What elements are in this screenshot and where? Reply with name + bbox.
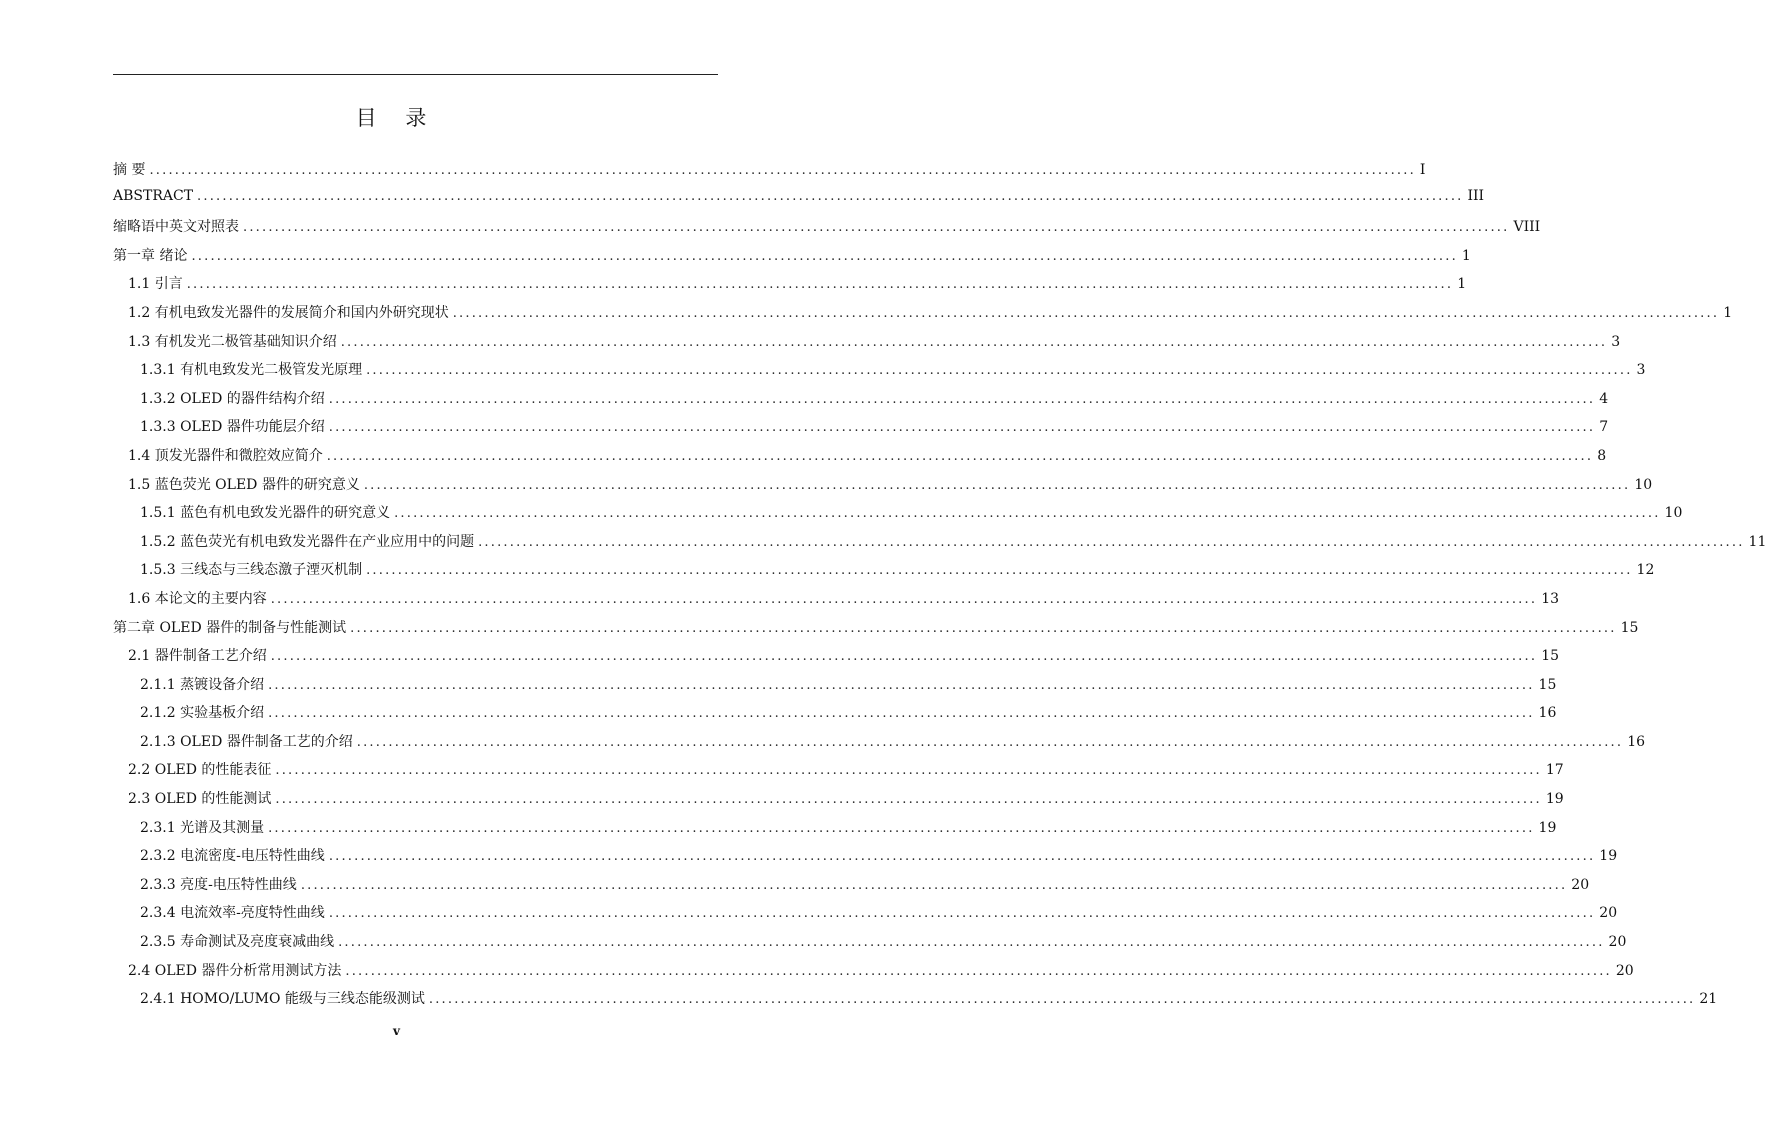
toc-entry[interactable] <box>113 731 1646 760</box>
dot-leader: ........................................................................................................................................................................................................ <box>363 477 1631 493</box>
toc-entry[interactable] <box>113 902 1618 931</box>
toc-entry-page: I <box>1419 162 1426 178</box>
toc-entry-page: 1 <box>1457 276 1467 293</box>
dot-leader: ........................................................................................................................................................................................................ <box>328 849 1596 865</box>
toc-entry-page: 20 <box>1599 905 1618 922</box>
dot-leader: ........................................................................................................................................................................................................ <box>478 534 1745 550</box>
toc-entry-page: 11 <box>1748 533 1766 550</box>
dot-leader: ........................................................................................................................................................................................................ <box>328 420 1596 436</box>
toc-entry-label: 2.3.5 寿命测试及亮度衰减曲线 <box>140 934 335 951</box>
toc-entry[interactable] <box>113 702 1557 731</box>
toc-entry[interactable] <box>113 502 1683 531</box>
dot-leader: ........................................................................................................................................................................................................ <box>394 506 1661 522</box>
toc-entry-page: 16 <box>1538 705 1557 722</box>
toc-entry-label: 1.5.3 三线态与三线态激子湮灭机制 <box>140 562 363 579</box>
toc-entry-page: 10 <box>1634 476 1653 493</box>
toc-entry[interactable] <box>113 988 1718 1017</box>
toc-entry-label: 1.2 有机电致发光器件的发展简介和国内外研究现状 <box>128 304 449 321</box>
dot-leader: ........................................................................................................................................................................................................ <box>186 277 1454 293</box>
toc-entry-label: 2.3 OLED 的性能测试 <box>128 791 272 808</box>
dot-leader: ........................................................................................................................................................................................................ <box>197 188 1464 204</box>
toc-entry-page: III <box>1467 187 1485 204</box>
dot-leader: ........................................................................................................................................................................................................ <box>275 763 1542 779</box>
toc-entry[interactable] <box>113 245 1471 274</box>
toc-entry-page: 16 <box>1627 733 1646 750</box>
page-number: v <box>393 1024 400 1038</box>
toc-entry[interactable] <box>113 817 1557 846</box>
toc-entry-page: 20 <box>1615 962 1634 979</box>
toc-entry[interactable] <box>113 159 1426 188</box>
toc-entry[interactable] <box>113 559 1655 588</box>
toc-entry-label: 2.1.1 蒸镀设备介绍 <box>140 676 265 693</box>
toc-entry-page: 8 <box>1597 447 1607 464</box>
toc-entry-label: 1.6 本论文的主要内容 <box>128 590 267 607</box>
toc-entry-label: 1.3.1 有机电致发光二极管发光原理 <box>140 362 363 379</box>
dot-leader: ........................................................................................................................................................................................................ <box>340 334 1608 350</box>
toc-entry-page: 15 <box>1541 648 1560 665</box>
toc-entry[interactable] <box>113 273 1467 302</box>
dot-leader: ........................................................................................................................................................................................................ <box>428 992 1696 1008</box>
toc-entry-label: 缩略语中英文对照表 <box>113 219 239 236</box>
toc-entry-label: 2.3.1 光谱及其测量 <box>140 819 265 836</box>
toc-entry-label: 1.3.2 OLED 的器件结构介绍 <box>140 390 325 407</box>
toc-entry-page: 21 <box>1699 991 1718 1008</box>
dot-leader: ........................................................................................................................................................................................................ <box>356 734 1624 750</box>
toc-entry-label: 2.1.3 OLED 器件制备工艺的介绍 <box>140 733 353 750</box>
toc-entry-label: 第二章 OLED 器件的制备与性能测试 <box>113 619 347 636</box>
toc-entry-page: 3 <box>1636 362 1646 379</box>
toc-entry-label: 摘 要 <box>113 162 146 178</box>
toc-entry-label: 1.5.2 蓝色荧光有机电致发光器件在产业应用中的问题 <box>140 533 475 550</box>
toc-entry[interactable] <box>113 874 1590 903</box>
toc-entry-page: 15 <box>1538 676 1557 693</box>
dot-leader: ........................................................................................................................................................................................................ <box>275 792 1542 808</box>
toc-entry-label: 2.3.2 电流密度-电压特性曲线 <box>140 848 325 865</box>
toc-entry[interactable] <box>113 960 1634 989</box>
toc-entry-label: 1.5.1 蓝色有机电致发光器件的研究意义 <box>140 505 391 522</box>
toc-entry-page: 10 <box>1664 505 1683 522</box>
toc-entry-page: 20 <box>1571 876 1590 893</box>
toc-entry-label: 2.3.4 电流效率-亮度特性曲线 <box>140 905 325 922</box>
toc-entry-label: 2.2 OLED 的性能表征 <box>128 762 272 779</box>
toc-entry[interactable] <box>113 788 1564 817</box>
toc-entry-page: 19 <box>1545 791 1564 808</box>
toc-entry[interactable] <box>113 474 1653 503</box>
dot-leader: ........................................................................................................................................................................................................ <box>328 906 1596 922</box>
toc-entry-page: 4 <box>1599 390 1609 407</box>
toc-entry-page: 13 <box>1541 590 1560 607</box>
toc-entry[interactable] <box>113 416 1609 445</box>
toc-entry[interactable] <box>113 845 1618 874</box>
dot-leader: ........................................................................................................................................................................................................ <box>268 706 1535 722</box>
toc-entry-label: ABSTRACT <box>113 187 194 204</box>
toc-entry[interactable] <box>113 588 1560 617</box>
toc-entry[interactable] <box>113 645 1560 674</box>
dot-leader: ........................................................................................................................................................................................................ <box>300 877 1568 893</box>
toc-entry[interactable] <box>113 445 1607 474</box>
toc-entry-page: 3 <box>1611 333 1621 350</box>
toc-entry[interactable] <box>113 674 1557 703</box>
dot-leader: ........................................................................................................................................................................................................ <box>270 591 1538 607</box>
dot-leader: ........................................................................................................................................................................................................ <box>243 220 1510 236</box>
toc-entry-label: 2.1.2 实验基板介绍 <box>140 705 265 722</box>
toc-entry-label: 2.4 OLED 器件分析常用测试方法 <box>128 962 342 979</box>
toc-entry-page: 19 <box>1599 848 1618 865</box>
toc-entry[interactable] <box>113 531 1766 560</box>
toc-entry-label: 1.3.3 OLED 器件功能层介绍 <box>140 419 325 436</box>
header-rule <box>113 74 718 75</box>
toc-entry[interactable] <box>113 617 1639 646</box>
dot-leader: ........................................................................................................................................................................................................ <box>191 248 1458 264</box>
toc-entry-page: 17 <box>1545 762 1564 779</box>
toc-entry[interactable] <box>113 388 1609 417</box>
toc-entry-page: 15 <box>1620 619 1639 636</box>
toc-entry-page: VIII <box>1513 219 1541 236</box>
dot-leader: ........................................................................................................................................................................................................ <box>366 563 1633 579</box>
dot-leader: ........................................................................................................................................................................................................ <box>268 820 1535 836</box>
dot-leader: ........................................................................................................................................................................................................ <box>345 963 1612 979</box>
toc-entry-label: 第一章 绪论 <box>113 247 188 264</box>
toc-entry-label: 1.1 引言 <box>128 276 183 293</box>
toc-entry[interactable] <box>113 931 1627 960</box>
toc-entry-page: 12 <box>1636 562 1655 579</box>
toc-entry[interactable] <box>113 759 1564 788</box>
toc-entry-page: 1 <box>1461 247 1471 264</box>
toc-entry-page: 1 <box>1723 304 1733 321</box>
page-title: 目 录 <box>355 106 438 130</box>
toc-entry-page: 7 <box>1599 419 1609 436</box>
toc-entry-label: 2.3.3 亮度-电压特性曲线 <box>140 876 297 893</box>
dot-leader: ........................................................................................................................................................................................................ <box>326 448 1594 464</box>
dot-leader: ........................................................................................................................................................................................................ <box>366 363 1633 379</box>
dot-leader: ........................................................................................................................................................................................................ <box>350 620 1617 636</box>
dot-leader: ........................................................................................................................................................................................................ <box>338 935 1605 951</box>
toc-entry-label: 1.5 蓝色荧光 OLED 器件的研究意义 <box>128 476 360 493</box>
dot-leader: ........................................................................................................................................................................................................ <box>270 649 1538 665</box>
toc-entry-page: 19 <box>1538 819 1557 836</box>
toc-entry-label: 1.3 有机发光二极管基础知识介绍 <box>128 333 337 350</box>
toc-entry[interactable] <box>113 302 1733 331</box>
dot-leader: ........................................................................................................................................................................................................ <box>149 163 1416 178</box>
toc-entry[interactable] <box>113 216 1541 245</box>
table-of-contents <box>113 159 1766 1017</box>
dot-leader: ........................................................................................................................................................................................................ <box>328 391 1596 407</box>
toc-entry-page: 20 <box>1608 934 1627 951</box>
dot-leader: ........................................................................................................................................................................................................ <box>268 677 1535 693</box>
toc-entry-label: 2.1 器件制备工艺介绍 <box>128 648 267 665</box>
toc-entry[interactable] <box>113 331 1621 360</box>
toc-entry-label: 1.4 顶发光器件和微腔效应简介 <box>128 447 323 464</box>
dot-leader: ........................................................................................................................................................................................................ <box>452 305 1720 321</box>
toc-entry-label: 2.4.1 HOMO/LUMO 能级与三线态能级测试 <box>140 991 425 1008</box>
toc-entry[interactable] <box>113 187 1485 217</box>
toc-entry[interactable] <box>113 359 1646 388</box>
